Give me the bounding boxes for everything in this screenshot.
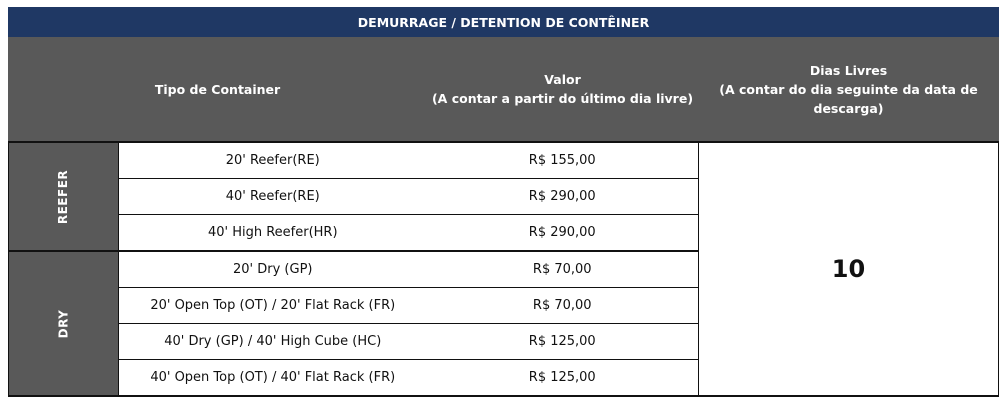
value-cell: R$ 70,00 xyxy=(427,288,699,324)
value-cell: R$ 290,00 xyxy=(427,215,699,252)
header-valor-subtitle: (A contar a partir do último dia livre) xyxy=(431,91,694,106)
header-valor-title: Valor xyxy=(544,72,581,87)
header-tipo-label: Tipo de Container xyxy=(154,81,281,97)
value-cell: R$ 125,00 xyxy=(427,360,699,397)
header-dias-title: Dias Livres xyxy=(809,62,888,78)
group-label-dry xyxy=(9,251,119,396)
value-cell: R$ 155,00 xyxy=(427,142,699,179)
table-title: DEMURRAGE / DETENTION DE CONTÊINER xyxy=(9,8,999,37)
header-valor xyxy=(427,37,699,143)
group-label-reefer xyxy=(9,142,119,251)
container-type-cell: 20' Reefer(RE) xyxy=(119,142,427,179)
header-row xyxy=(9,37,999,143)
container-type-cell: 20' Dry (GP) xyxy=(119,251,427,288)
container-type-cell: 40' Dry (GP) / 40' High Cube (HC) xyxy=(119,324,427,360)
header-dias-livres xyxy=(699,37,999,143)
group-label-text: REEFER xyxy=(56,169,71,224)
title-row xyxy=(9,8,999,37)
container-type-cell: 40' Open Top (OT) / 40' Flat Rack (FR) xyxy=(119,360,427,397)
header-dias-subtitle-2: descarga) xyxy=(813,100,884,116)
header-dias-subtitle-1: (A contar do dia seguinte da data de xyxy=(719,81,978,97)
value-cell: R$ 70,00 xyxy=(427,251,699,288)
table-row xyxy=(9,142,999,179)
value-cell: R$ 125,00 xyxy=(427,324,699,360)
demurrage-table xyxy=(8,7,999,397)
container-type-cell: 40' High Reefer(HR) xyxy=(119,215,427,252)
container-type-cell: 20' Open Top (OT) / 20' Flat Rack (FR) xyxy=(119,288,427,324)
container-type-cell: 40' Reefer(RE) xyxy=(119,179,427,215)
group-label-text: DRY xyxy=(56,309,71,338)
free-days-value: 10 xyxy=(699,142,999,396)
header-tipo xyxy=(9,37,427,143)
value-cell: R$ 290,00 xyxy=(427,179,699,215)
demurrage-table-container xyxy=(8,7,998,397)
